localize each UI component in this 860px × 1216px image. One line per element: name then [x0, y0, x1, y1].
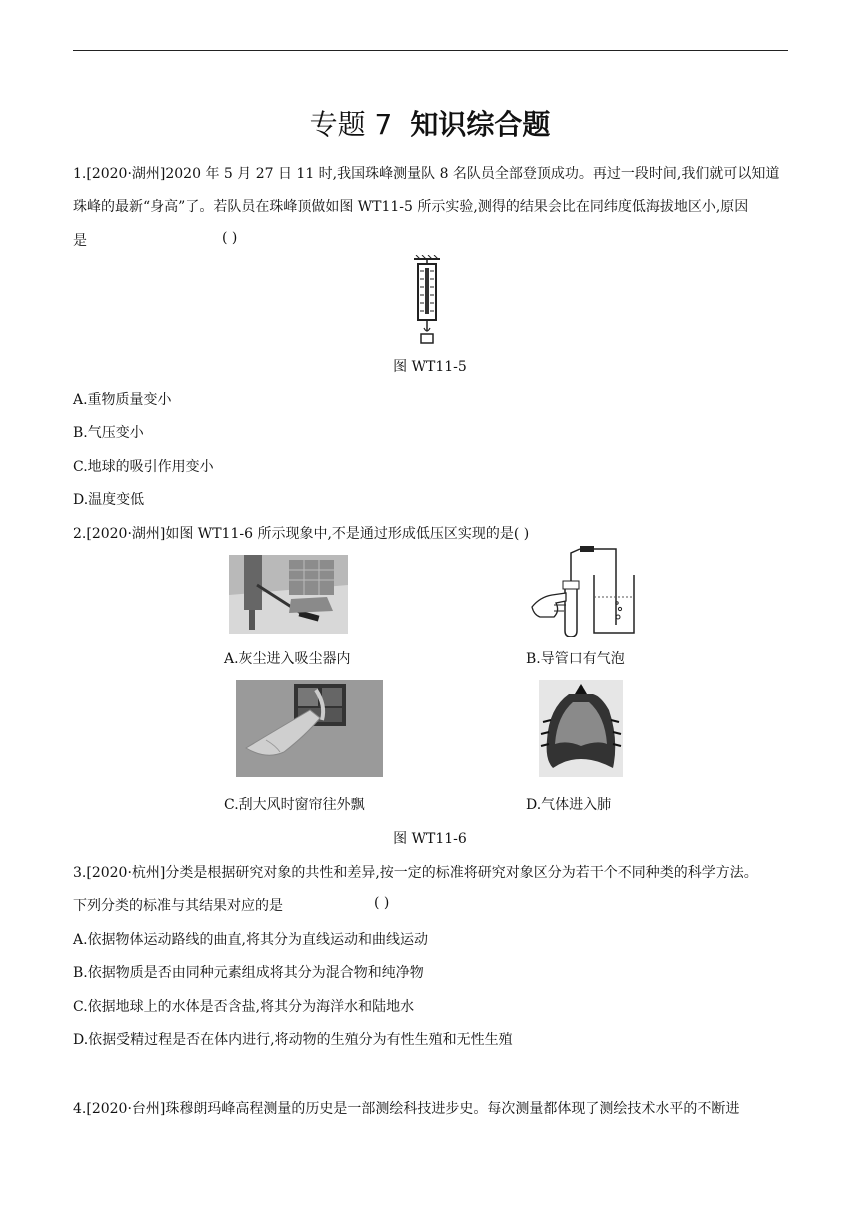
q3-option-c: C.依据地球上的水体是否含盐,将其分为海洋水和陆地水 — [73, 999, 415, 1015]
q2-stem: 2.[2020·湖州]如图 WT11-6 所示现象中,不是通过形成低压区实现的是( ) — [73, 526, 530, 542]
window-curtain-photo — [236, 680, 383, 777]
figure-caption-wt11-5: 图 WT11-5 — [393, 359, 467, 375]
q3-option-b: B.依据物质是否由同种元素组成将其分为混合物和纯净物 — [73, 965, 424, 981]
test-tube-beaker-figure — [530, 545, 642, 637]
vacuum-cleaner-photo — [229, 555, 348, 634]
q2-caption-d: D.气体进入肺 — [526, 797, 612, 813]
q2-caption-a: A.灰尘进入吸尘器内 — [224, 651, 351, 667]
page-title — [0, 103, 860, 143]
header-rule — [73, 50, 788, 51]
figure-caption-wt11-6: 图 WT11-6 — [393, 831, 467, 847]
q3-answer-paren: ( ) — [374, 895, 390, 911]
q1-line-2: 珠峰的最新“身高”了。若队员在珠峰顶做如图 WT11-5 所示实验,测得的结果会比在同纬度低海拔地区小,原因 — [73, 199, 749, 215]
q1-line-1: 1.[2020·湖州]2020 年 5 月 27 日 11 时,我国珠峰测量队 8 名队员全部登顶成功。再过一段时间,我们就可以知道 — [73, 166, 780, 182]
title-main: 知识综合题 — [410, 108, 551, 141]
q1-option-b: B.气压变小 — [73, 425, 144, 441]
lung-diagram — [539, 680, 623, 777]
spring-scale-figure — [408, 255, 446, 345]
q4-line-1: 4.[2020·台州]珠穆朗玛峰高程测量的历史是一部测绘科技进步史。每次测量都体现了测绘技术水平的不断进 — [73, 1101, 740, 1117]
q3-line-1: 3.[2020·杭州]分类是根据研究对象的共性和差异,按一定的标准将研究对象区分为若干个不同种类的科学方法。 — [73, 865, 758, 881]
q1-line-3: 是 — [73, 233, 87, 249]
q1-answer-paren: ( ) — [222, 230, 238, 246]
title-prefix: 专题 7 — [309, 108, 393, 141]
q2-caption-b: B.导管口有气泡 — [526, 651, 625, 667]
q3-option-d: D.依据受精过程是否在体内进行,将动物的生殖分为有性生殖和无性生殖 — [73, 1032, 513, 1048]
q1-option-d: D.温度变低 — [73, 492, 145, 508]
q2-caption-c: C.刮大风时窗帘往外飘 — [224, 797, 365, 813]
q3-option-a: A.依据物体运动路线的曲直,将其分为直线运动和曲线运动 — [73, 932, 429, 948]
q1-option-c: C.地球的吸引作用变小 — [73, 459, 214, 475]
q3-line-2: 下列分类的标准与其结果对应的是 — [73, 898, 283, 914]
q1-option-a: A.重物质量变小 — [73, 392, 172, 408]
